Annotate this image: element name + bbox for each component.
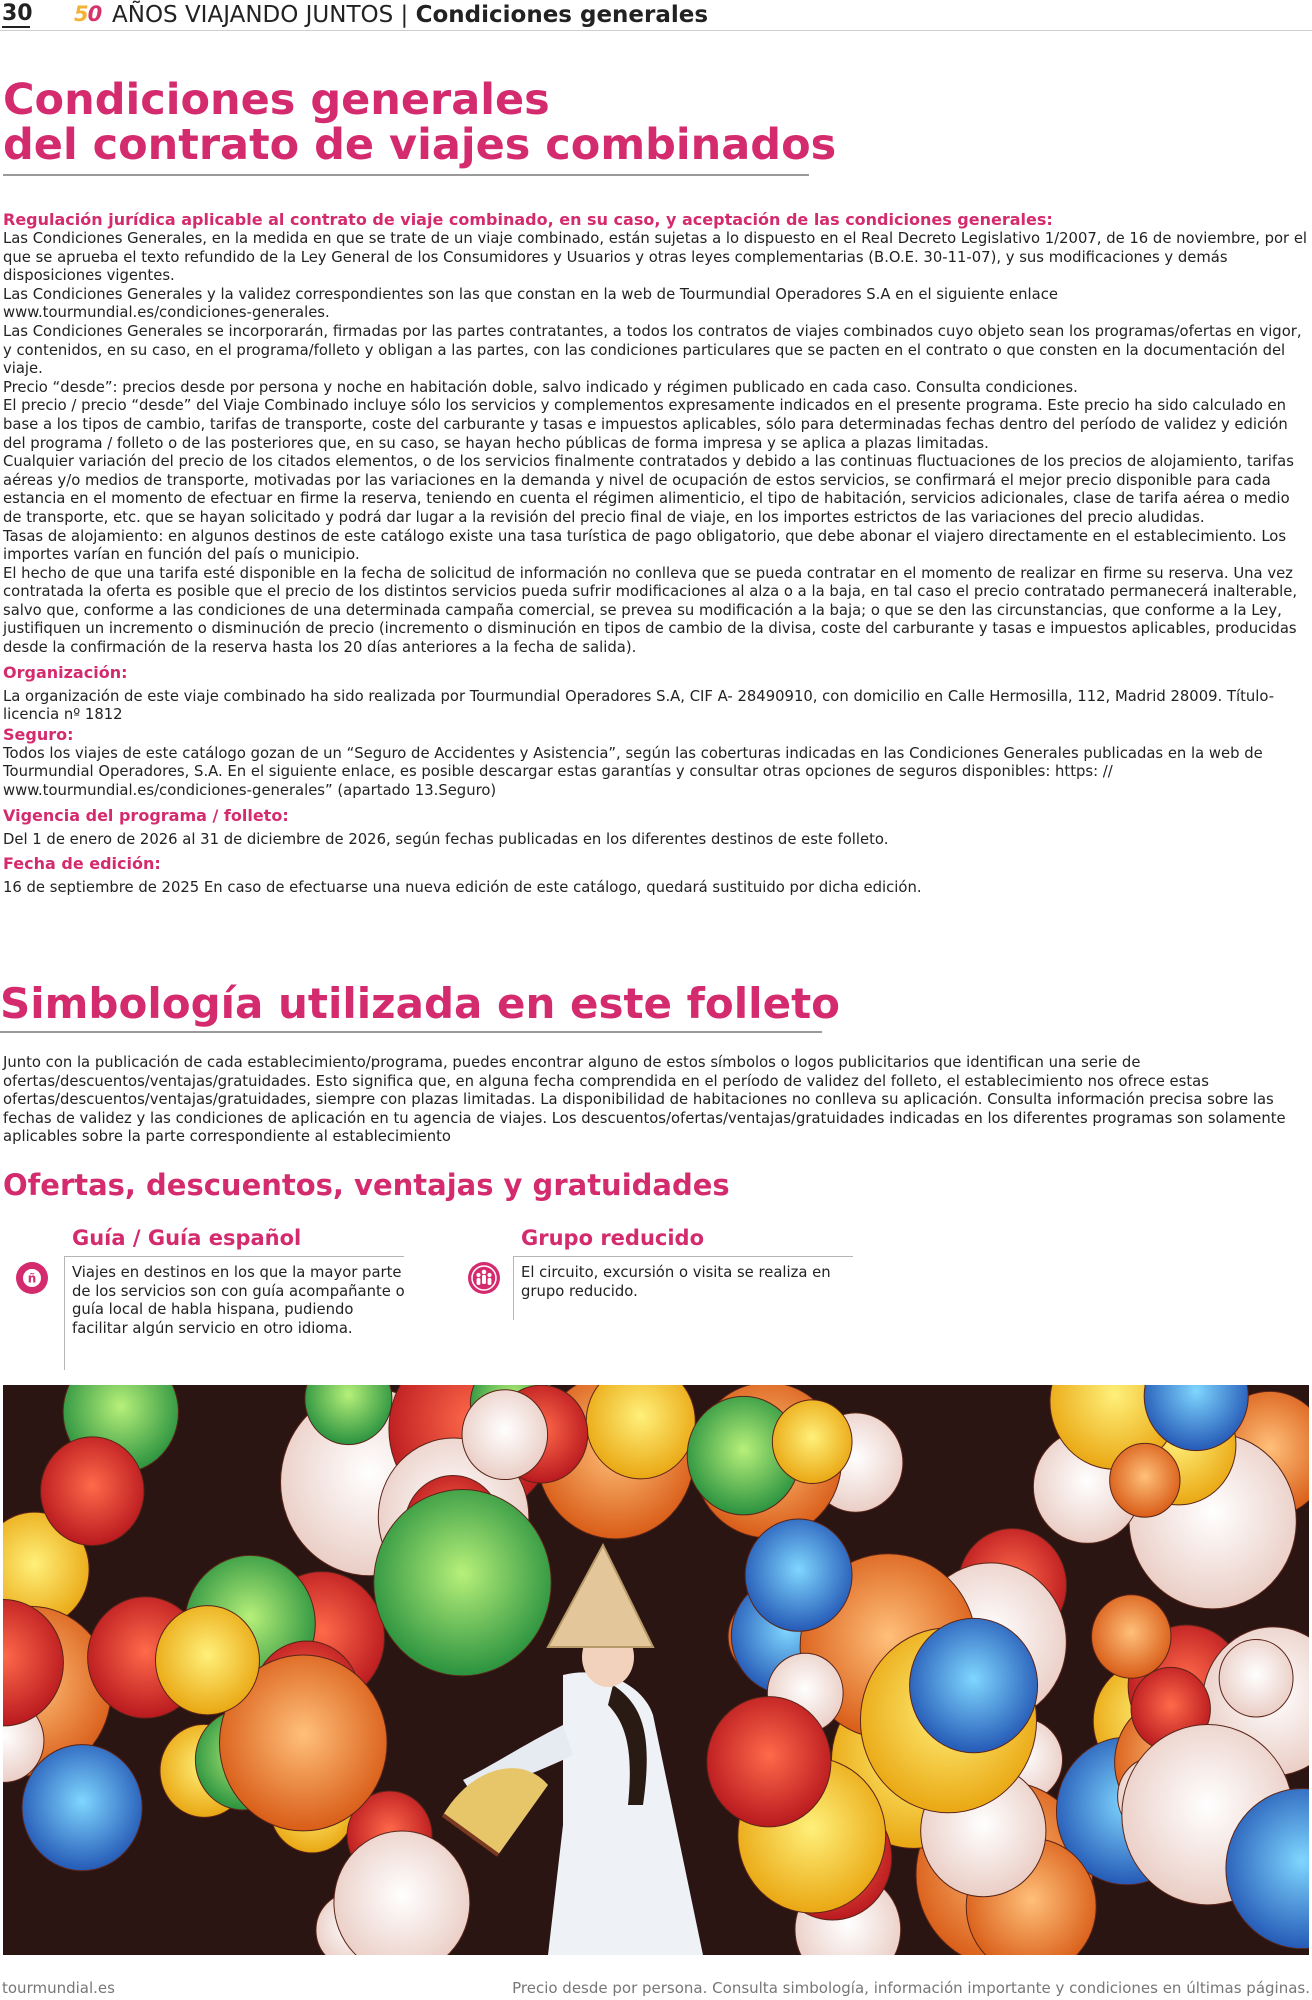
offer-card-vertical-divider [64, 1256, 65, 1370]
page-header [0, 0, 1312, 31]
lantern [745, 1519, 852, 1631]
offer-card-text: El circuito, excursión o visita se realiza en grupo reducido. [521, 1264, 831, 1300]
organizacion-heading: Organización: [3, 662, 128, 682]
lanterns-photo [3, 1385, 1309, 1955]
organizacion-text: La organización de este viaje combinado ha sido realizada por Tourmundial Operadores S.A, CIF A- 28490910, con domicilio en Calle Hermosilla, 112, Madrid 28009. Título-licencia nº 1812 [3, 687, 1275, 724]
seguro-text: Todos los viajes de este catálogo gozan de un “Seguro de Accidentes y Asistencia”, según las coberturas indicadas en las Condiciones Generales publicadas en la web de Tourmundial Operadores, S.A. En el siguiente enlace, es posible descargar estas garantías y consultar otras opciones de seguros disponibles: https: // www.tourmundial.es/condiciones-generales” (apartado 13.Seguro) [3, 744, 1263, 800]
lantern [1110, 1443, 1180, 1517]
offer-card-vertical-divider [513, 1256, 514, 1320]
lantern [1092, 1595, 1171, 1678]
conditions-body [3, 210, 1309, 898]
offer-card-title: Grupo reducido [521, 1226, 705, 1250]
offer-card-text: Viajes en destinos en los que la mayor parte de los servicios son con guía acompañante o guía local de habla hispana, pudiendo facilitar algún servicio en otro idioma. [72, 1264, 405, 1337]
lantern [374, 1489, 552, 1675]
regulacion-paragraph: El precio / precio “desde” del Viaje Combinado incluye sólo los servicios y complementos expresamente indicados en el presente programa. Este precio ha sido calculado en base a los tipos de cambio, tarifas de transporte, coste del carburante y tasas e impuestos aplicables, sólo para determinadas fechas dentro del período de validez y edición del programa / folleto o de las posteriores que, en su caso, se hayan hecho públicas de forma impresa y se aplica a plazas limitadas. [3, 397, 1288, 452]
regulacion-paragraph: Cualquier variación del precio de los citados elementos, o de los servicios finalmente contratados y debido a las continuas fluctuaciones de los precios de alojamiento, tarifas aéreas y/o medios de transporte, motivadas por las variaciones en la demanda y nivel de ocupación de estos servicios, se confirmará el mejor precio disponible para cada estancia en el momento de efectuar en firme la reserva, teniendo en cuenta el régimen alimenticio, el tipo de habitación, servicios adicionales, clase de tarifa aérea o medio de transporte, etc. que se hayan solicitado y podrá dar lugar a la revisión del precio final de viaje, en los importes estrictos de las variaciones del precio aludidas. [3, 453, 1294, 526]
lantern [1219, 1639, 1293, 1717]
lantern [772, 1400, 852, 1484]
main-title [3, 75, 837, 170]
regulacion-paragraph: Las Condiciones Generales, en la medida en que se trate de un viaje combinado, están sujetas a lo dispuesto en el Real Decreto Legislativo 1/2007, de 16 de noviembre, por el que se aprueba el texto refundido de la Ley General de los Consumidores y Usuarios y otras leyes complementarias (B.O.E. 30-11-07), y sus modificaciones y demás disposiciones vigentes. [3, 230, 1308, 285]
main-title-line-1: Condiciones generales [3, 75, 550, 125]
lantern [22, 1745, 142, 1871]
running-header [112, 2, 708, 28]
title-rule [3, 174, 809, 176]
small-group-icon [467, 1261, 501, 1295]
seguro-heading: Seguro: [3, 724, 74, 744]
lantern [155, 1606, 259, 1715]
edicion-text: 16 de septiembre de 2025 En caso de efectuarse una nueva edición de este catálogo, quedará sustituido por dicha edición. [3, 879, 922, 897]
svg-text:ñ: ñ [27, 1271, 37, 1286]
main-title-line-2: del contrato de viajes combinados [3, 120, 837, 170]
regulacion-paragraph: El hecho de que una tarifa esté disponible en la fecha de solicitud de información no conlleva que se pueda contratar en el momento de realizar en firme su reserva. Una vez contratada la oferta es posible que el precio de los distintos servicios pueda sufrir modificaciones al alza o a la baja, en tal caso el precio contratado permanecerá inalterable, salvo que, conforme a las condiciones de una determinada campaña comercial, se prevea su modificación a la baja; o que se den las circunstancias, que conforme a la Ley, justifiquen un incremento o disminución de precio (incremento o disminución en tipos de cambio de la divisa, coste del carburante y tasas e impuestos aplicables, producidas desde la confirmación de la reserva hasta los 20 días anteriores a la fecha de salida). [3, 564, 1298, 657]
regulacion-paragraph: Las Condiciones Generales se incorporarán, firmadas por las partes contratantes, a todos los contratos de viajes combinados cuyo objeto sean los programas/ofertas en vigor, y contenidos, en su caso, en el programa/folleto y obligan a las partes, con las condiciones particulares que se pacten en el contrato o que consten en la documentación del viaje. [3, 322, 1302, 378]
running-header-prefix: AÑOS VIAJANDO JUNTOS | [112, 2, 416, 28]
50-years-logo: 50 [74, 2, 102, 26]
spanish-guide-icon [15, 1261, 49, 1295]
lantern [910, 1618, 1038, 1752]
lantern [41, 1437, 144, 1546]
offer-card-title: Guía / Guía español [72, 1226, 302, 1250]
running-header-section: Condiciones generales [415, 2, 709, 28]
offer-card-divider [64, 1256, 404, 1257]
simbologia-rule [0, 1031, 822, 1033]
footer-note: Precio desde por persona. Consulta simbología, información importante y condiciones en últimas páginas. [512, 1979, 1310, 1997]
regulacion-paragraph: Tasas de alojamiento: en algunos destinos de este catálogo existe una tasa turística de pago obligatorio, que debe abonar el viajero directamente en el establecimiento. Los importes varían en función del país o municipio. [3, 527, 1287, 564]
lantern [462, 1390, 548, 1480]
edicion-heading: Fecha de edición: [3, 854, 161, 874]
vigencia-heading: Vigencia del programa / folleto: [3, 805, 289, 825]
regulacion-paragraph: Las Condiciones Generales y la validez correspondientes son las que constan en la web de Tourmundial Operadores S.A en el siguiente enlace www.tourmundial.es/condiciones-generales. [3, 285, 1058, 322]
regulacion-paragraph: Precio “desde”: precios desde por persona y noche en habitación doble, salvo indicado y régimen publicado en cada caso. Consulta condiciones. [3, 378, 1078, 396]
regulacion-heading: Regulación jurídica aplicable al contrato de viaje combinado, en su caso, y aceptación de las condiciones generales: [3, 210, 1053, 229]
lantern [707, 1697, 831, 1827]
simbologia-intro: Junto con la publicación de cada establecimiento/programa, puedes encontrar alguno de estos símbolos o logos publicitarios que identifican una serie de ofertas/descuentos/ventajas/gratuidades. Esto significa que, en alguna fecha comprendida en el período de validez del folleto, el establecimiento nos ofrece estas ofertas/descuentos/ventajas/gratuidades, siempre con plazas limitadas. La disponibilidad de habitaciones no conlleva su aplicación. Consulta información precisa sobre las fechas de validez y las condiciones de aplicación en tu agencia de viajes. Los descuentos/ofertas/ventajas/gratuidades indicadas en los diferentes programas son solamente aplicables sobre la parte correspondiente al establecimiento [3, 1054, 1286, 1146]
page-number-underline [2, 26, 30, 28]
page-number: 30 [2, 1, 33, 26]
vigencia-text: Del 1 de enero de 2026 al 31 de diciembre de 2026, según fechas publicadas en los diferentes destinos de este folleto. [3, 830, 889, 848]
footer-website: tourmundial.es [2, 1979, 115, 1997]
simbologia-title: Simbología utilizada en este folleto [0, 979, 840, 1028]
offers-title: Ofertas, descuentos, ventajas y gratuidades [3, 1168, 730, 1202]
offer-card-divider [513, 1256, 853, 1257]
